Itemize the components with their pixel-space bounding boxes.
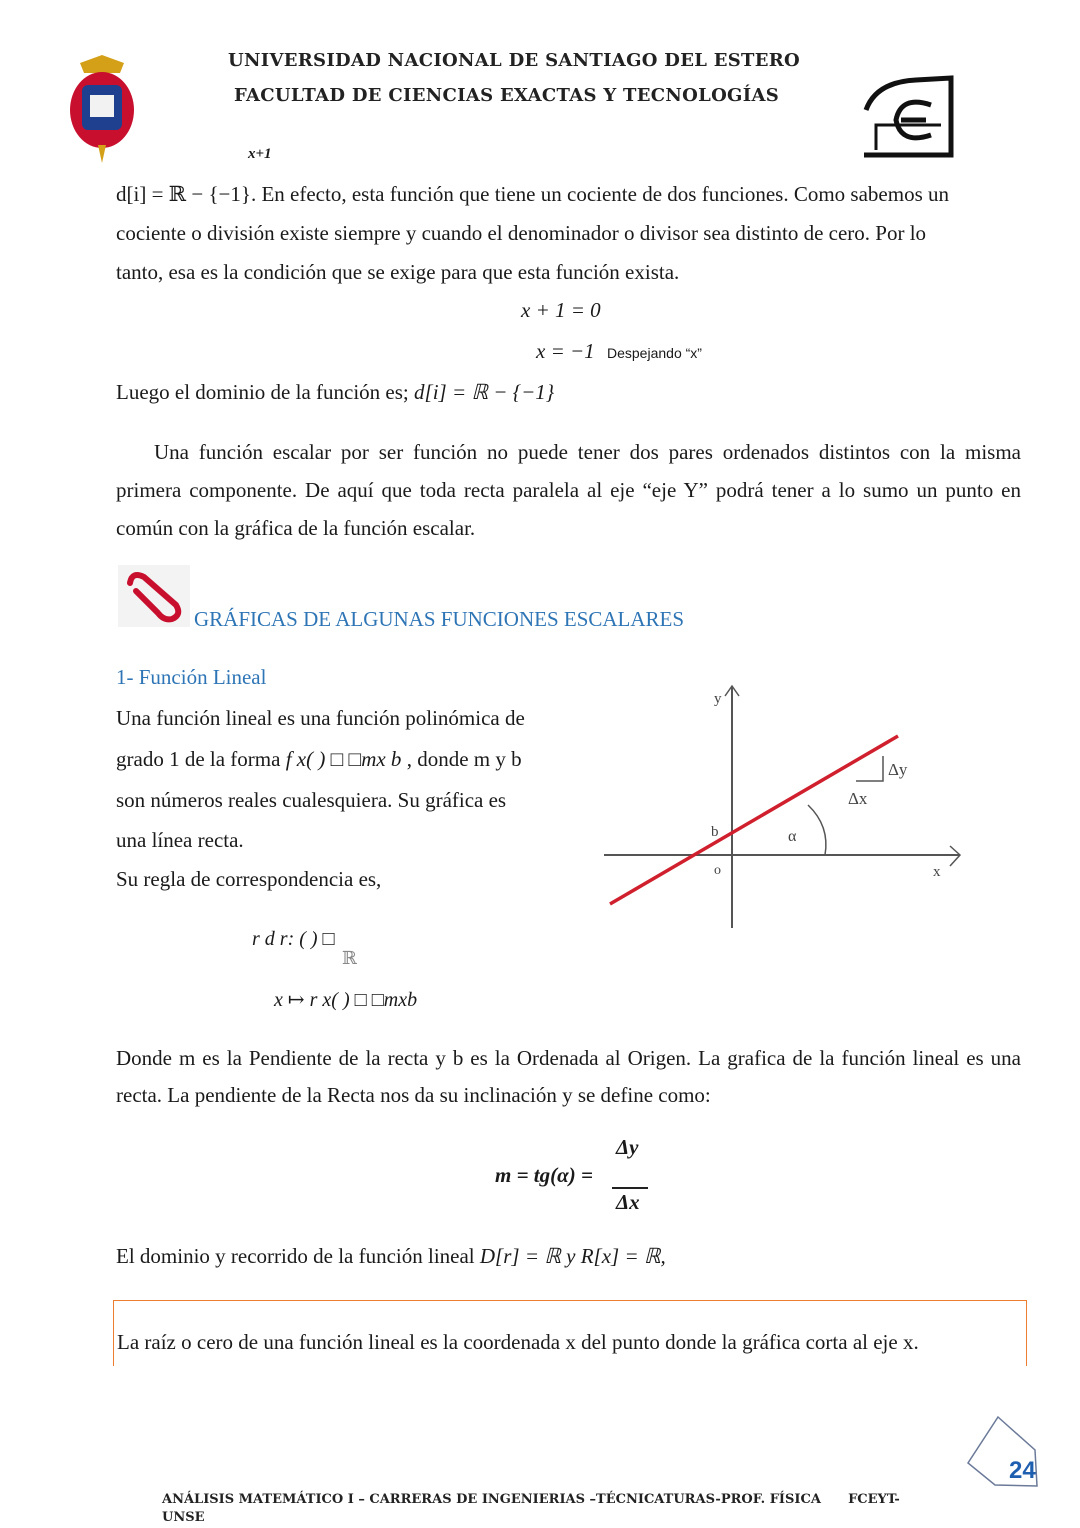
university-name: UNIVERSIDAD NACIONAL DE SANTIAGO DEL ESTERO xyxy=(228,50,801,71)
domain-text: Luego el dominio de la función es; xyxy=(116,380,415,404)
slope-numerator: Δy xyxy=(616,1135,639,1159)
faculty-name: FACULTAD DE CIENCIAS EXACTAS Y TECNOLOGÍAS xyxy=(234,85,780,106)
rule-codomain: ℝ xyxy=(342,948,357,968)
equation-2: x = −1 xyxy=(536,339,595,363)
text-line: cociente o división existe siempre y cuando el denominador o divisor sea distinto de cero. Por lo xyxy=(116,221,927,245)
slope-formula-lhs: m = tg(α) = xyxy=(495,1163,593,1187)
footer-line-1: ANÁLISIS MATEMÁTICO I – CARRERAS DE INGENIERIAS –TÉCNICATURAS-PROF. FÍSICA FCEYT- xyxy=(162,1492,900,1507)
footer-line-2: UNSE xyxy=(162,1510,205,1525)
text-line: son números reales cualesquiera. Su gráfica es xyxy=(116,788,507,812)
faculty-logo xyxy=(856,70,956,162)
text: , donde m y b xyxy=(401,747,522,771)
subsection-title: 1- Función Lineal xyxy=(116,665,267,689)
origin-label: o xyxy=(714,863,721,878)
text: grado 1 de la forma xyxy=(116,747,286,771)
page-number: 24 xyxy=(1009,1457,1036,1484)
equation-1: x + 1 = 0 xyxy=(521,298,601,322)
text-line: Una función lineal es una función polinómica de xyxy=(116,706,525,730)
rule-line-2: x ↦ r x( ) □ □mxb xyxy=(274,989,418,1011)
paragraph-scalar-function: Una función escalar por ser función no puede tener dos pares ordenados distintos con la misma primera componente. De aquí que toda recta paralela al eje “eje Y” podrá tener a lo sumo un punto en común con la gráfica de la función escalar. xyxy=(116,440,1021,540)
slope-denominator: Δx xyxy=(616,1190,640,1214)
text: El dominio y recorrido de la función lineal xyxy=(116,1244,480,1268)
equation-2-note: Despejando “x” xyxy=(607,345,702,361)
angle-arc xyxy=(808,805,826,855)
fraction-denominator: x+1 xyxy=(248,146,272,162)
text-line: d[i] = ℝ − {−1}. En efecto, esta función que tiene un cociente de dos funciones. Como sabemos un xyxy=(116,182,950,206)
paperclip-icon xyxy=(118,565,190,627)
paragraph-domain-explanation xyxy=(116,175,1021,292)
domain-line xyxy=(116,380,554,405)
domain-math: d[i] = ℝ − {−1} xyxy=(414,380,555,404)
rule-line-1: r d r: ( ) □ xyxy=(252,928,335,950)
linear-function-line xyxy=(610,736,898,904)
delta-x-label: Δx xyxy=(848,789,868,808)
text-line: Su regla de correspondencia es, xyxy=(116,867,382,891)
alpha-label: α xyxy=(788,828,797,845)
linear-function-description xyxy=(116,698,564,899)
paragraph-slope: Donde m es la Pendiente de la recta y b es la Ordenada al Origen. La grafica de la función lineal es una recta. La pendiente de la Recta nos da su inclinación y se define como: xyxy=(116,1046,1021,1107)
b-label: b xyxy=(711,824,719,840)
text-line: una línea recta. xyxy=(116,828,244,852)
text-line xyxy=(116,739,564,780)
formula: f x( ) □ □mx b xyxy=(285,747,402,771)
section-title: GRÁFICAS DE ALGUNAS FUNCIONES ESCALARES xyxy=(194,607,685,631)
formula: D[r] = ℝ y R[x] = ℝ, xyxy=(479,1244,666,1268)
page-number-badge xyxy=(965,1415,1040,1490)
root-definition-text: La raíz o cero de una función lineal es la coordenada x del punto donde la gráfica corta al eje x. xyxy=(117,1330,919,1354)
text-line: tanto, esa es la condición que se exige para que esta función exista. xyxy=(116,260,680,284)
domain-range-line xyxy=(116,1244,666,1269)
university-crest-logo xyxy=(62,55,142,167)
y-label: y xyxy=(714,691,722,707)
root-definition-box xyxy=(113,1300,1027,1366)
fraction-bar xyxy=(612,1187,648,1189)
delta-y-label: Δy xyxy=(888,760,908,779)
x-label: x xyxy=(933,864,941,880)
linear-function-graph xyxy=(598,678,978,933)
